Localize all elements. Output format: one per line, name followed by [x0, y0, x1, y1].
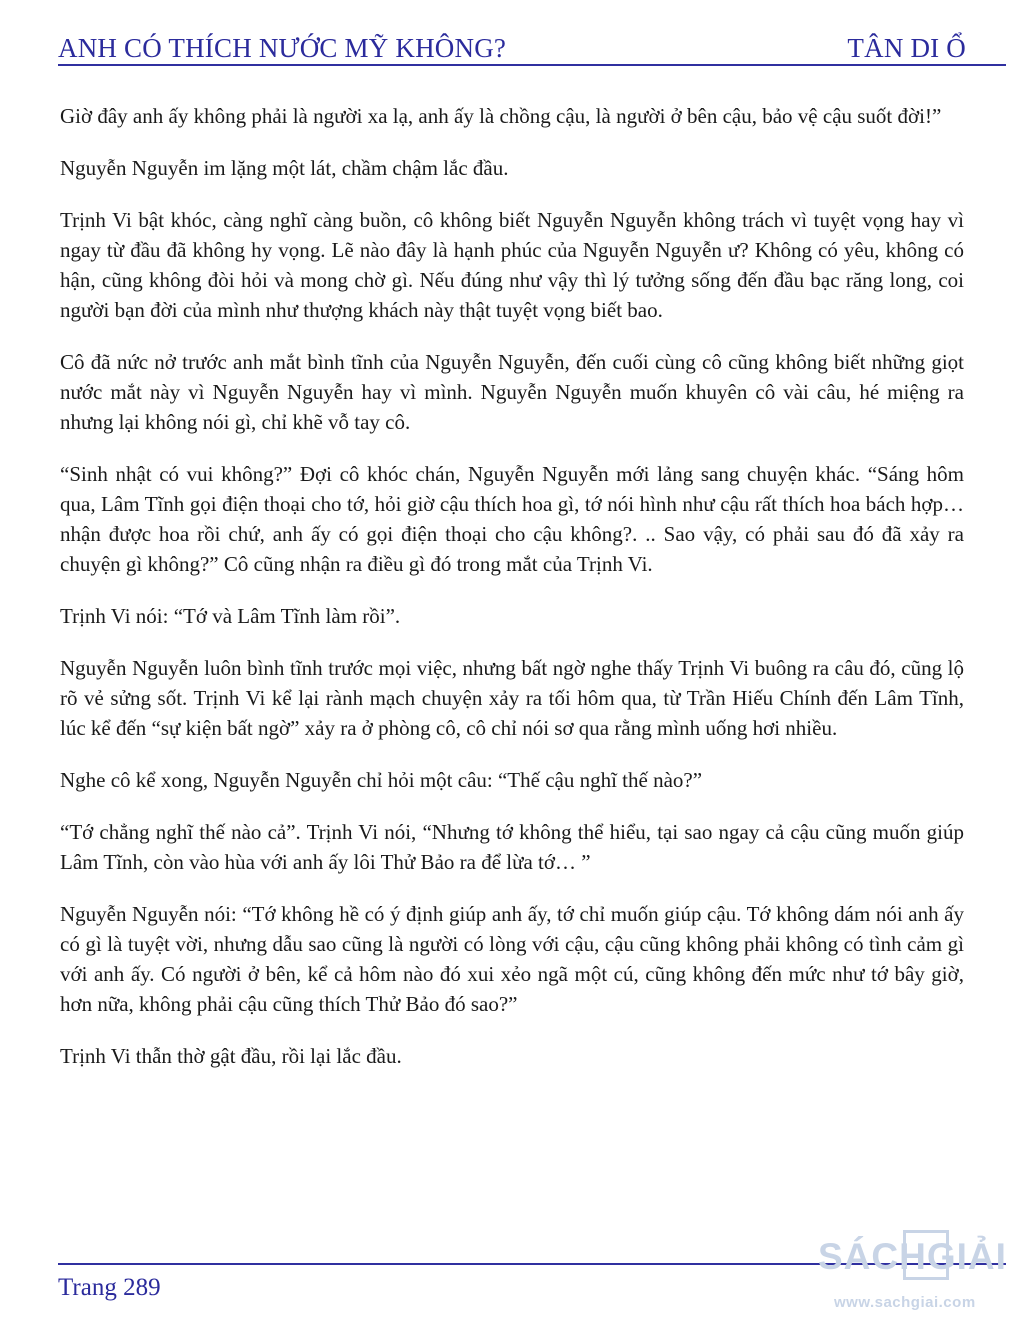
paragraph: Trịnh Vi bật khóc, càng nghĩ càng buồn, cô không biết Nguyễn Nguyễn không trách vì tuyệt vọng hay vì ngay từ đầu đã không hy vọng. Lẽ nào đây là hạnh phúc của Nguyễn Nguyễn ư? Không có yêu, không có hận, cũng không đòi hỏi và mong chờ gì. Nếu đúng như vậy thì lý tưởng sống đến đầu bạc răng long, coi người bạn đời của mình như thượng khách này thật tuyệt vọng biết bao.	[60, 208, 964, 322]
paragraph: Giờ đây anh ấy không phải là người xa lạ, anh ấy là chồng cậu, là người ở bên cậu, bảo vệ cậu suốt đời!”	[60, 104, 942, 128]
paragraph: Trịnh Vi thẫn thờ gật đầu, rồi lại lắc đầu.	[60, 1044, 402, 1068]
running-header	[58, 24, 966, 64]
author-name: TÂN DI Ổ	[847, 33, 966, 63]
page-body	[60, 101, 964, 1093]
watermark-logo	[818, 1230, 1024, 1322]
paragraph: “Tớ chẳng nghĩ thế nào cả”. Trịnh Vi nói, “Nhưng tớ không thể hiểu, tại sao ngay cả cậu cũng muốn giúp Lâm Tĩnh, còn vào hùa với anh ấy lôi Thử Bảo ra để lừa tớ… ”	[60, 820, 964, 874]
paragraph: Nghe cô kể xong, Nguyễn Nguyễn chỉ hỏi một câu: “Thế cậu nghĩ thế nào?”	[60, 768, 703, 792]
paragraph: Trịnh Vi nói: “Tớ và Lâm Tĩnh làm rồi”.	[60, 604, 401, 628]
paragraph: Nguyễn Nguyễn nói: “Tớ không hề có ý định giúp anh ấy, tớ chỉ muốn giúp cậu. Tớ không dám nói anh ấy có gì là tuyệt vời, nhưng dẫu sao cũng là người có lòng với cậu, cậu cũng không phải không có tình cảm gì với anh ấy. Có người ở bên, kể cả hôm nào đó xui xẻo ngã một cú, cũng không đến mức như tớ bây giờ, hơn nữa, không phải cậu cũng thích Thử Bảo đó sao?”	[60, 902, 964, 1016]
paragraph: “Sinh nhật có vui không?” Đợi cô khóc chán, Nguyễn Nguyễn mới lảng sang chuyện khác. “Sáng hôm qua, Lâm Tĩnh gọi điện thoại cho tớ, hỏi giờ cậu thích hoa gì, tớ nói hình như cậu rất thích hoa bách hợp… nhận được hoa rồi chứ, anh ấy có gọi điện thoại cho cậu không?. .. Sao vậy, có phải sau đó đã xảy ra chuyện gì không?” Cô cũng nhận ra điều gì đó trong mắt của Trịnh Vi.	[60, 462, 964, 576]
page-number: Trang 289	[58, 1274, 161, 1301]
watermark-brand: SÁCHGIẢI	[818, 1236, 1007, 1277]
paragraph: Nguyễn Nguyễn im lặng một lát, chầm chậm lắc đầu.	[60, 156, 509, 180]
watermark-url: www.sachgiai.com	[834, 1294, 976, 1311]
book-title: ANH CÓ THÍCH NƯỚC MỸ KHÔNG?	[58, 33, 507, 63]
paragraph: Nguyễn Nguyễn luôn bình tĩnh trước mọi việc, nhưng bất ngờ nghe thấy Trịnh Vi buông ra câu đó, cũng lộ rõ vẻ sửng sốt. Trịnh Vi kể lại rành mạch chuyện xảy ra tối hôm qua, từ Trần Hiếu Chính đến Lâm Tĩnh, lúc kể đến “sự kiện bất ngờ” xảy ra ở phòng cô, cô chỉ nói sơ qua rằng mình uống hơi nhiều.	[60, 656, 964, 740]
paragraph: Cô đã nức nở trước anh mắt bình tĩnh của Nguyễn Nguyễn, đến cuối cùng cô cũng không biết những giọt nước mắt này vì Nguyễn Nguyễn hay vì mình. Nguyễn Nguyễn muốn khuyên cô vài câu, hé miệng ra nhưng lại không nói gì, chỉ khẽ vỗ tay cô.	[60, 350, 964, 434]
header-divider	[58, 64, 1006, 66]
